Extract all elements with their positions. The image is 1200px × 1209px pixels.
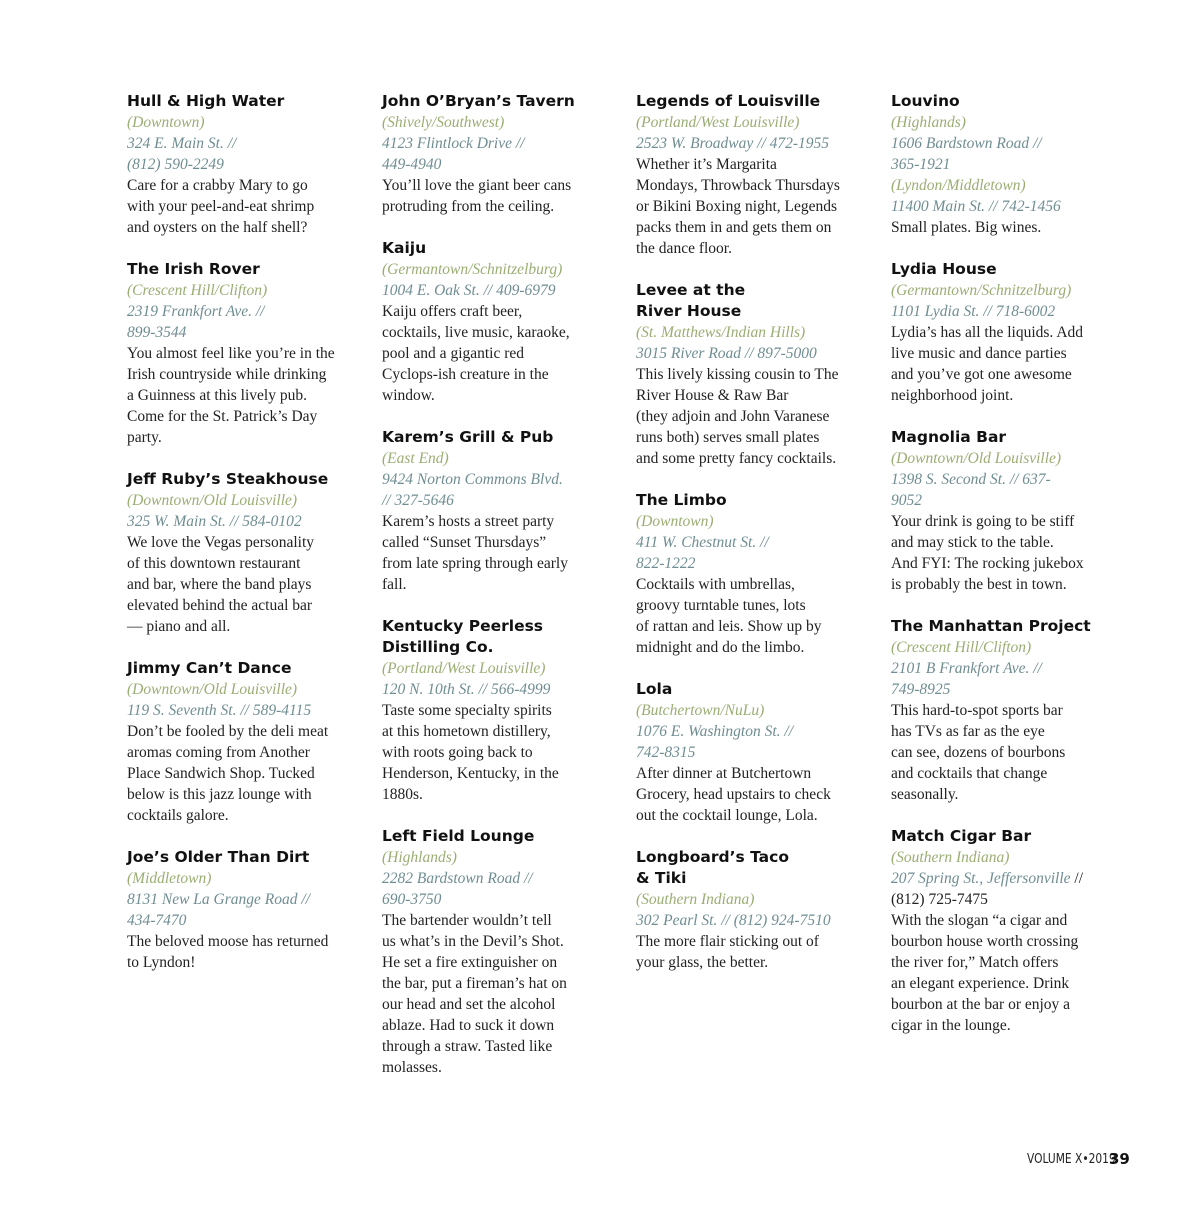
venue-neighborhood — [382, 112, 604, 133]
venue-description-line: is probably the best in town. — [891, 576, 1067, 593]
venue-address-text: 207 Spring St., Jeffersonville — [891, 870, 1071, 887]
venue-name-line: Joe’s Older Than Dirt — [127, 848, 310, 866]
venue-neighborhood-line: (Portland/West Louisville) — [382, 660, 546, 677]
venue-name — [636, 679, 858, 700]
bar-listing — [891, 91, 1113, 238]
venue-address — [891, 469, 1113, 511]
venue-description-line: Kaiju offers craft beer, — [382, 303, 523, 320]
venue-description-line: Karem’s hosts a street party — [382, 513, 555, 530]
venue-name-line: Jeff Ruby’s Steakhouse — [127, 470, 329, 488]
venue-name-line: Karem’s Grill & Pub — [382, 428, 554, 446]
venue-description-line: (812) 725-7475 — [891, 891, 988, 908]
venue-description-line: party. — [127, 429, 162, 446]
venue-neighborhood — [127, 280, 349, 301]
venue-neighborhood-line: (Crescent Hill/Clifton) — [127, 282, 268, 299]
venue-description-line: You’ll love the giant beer cans — [382, 177, 572, 194]
venue-description-line: Irish countryside while drinking — [127, 366, 327, 383]
venue-neighborhood — [382, 847, 604, 868]
venue-description-line: the river for,” Match offers — [891, 954, 1059, 971]
venue-address-second — [891, 196, 1113, 217]
venue-description-line: fall. — [382, 576, 407, 593]
venue-description-line: can see, dozens of bourbons — [891, 744, 1066, 761]
venue-name — [891, 427, 1113, 448]
venue-description — [127, 343, 349, 448]
venue-description-line: elevated behind the actual bar — [127, 597, 313, 614]
venue-address-line: 9424 Norton Commons Blvd. — [382, 471, 563, 488]
listing-column-1 — [127, 91, 349, 994]
venue-neighborhood-second-line: (Lyndon/Middletown) — [891, 177, 1026, 194]
venue-description-line: pool and a gigantic red — [382, 345, 525, 362]
venue-address-line: 822-1222 — [636, 555, 696, 572]
venue-description-line: and you’ve got one awesome — [891, 366, 1072, 383]
venue-description-line: and cocktails that change — [891, 765, 1048, 782]
listing-column-2 — [382, 91, 604, 1099]
venue-description-line: and some pretty fancy cocktails. — [636, 450, 837, 467]
bar-listing — [636, 679, 858, 826]
bar-listing — [382, 826, 604, 1078]
venue-name-line: Kaiju — [382, 239, 427, 257]
venue-description-line: bourbon house worth crossing — [891, 933, 1079, 950]
venue-address-line: (812) 590-2249 — [127, 156, 224, 173]
venue-description-line: or Bikini Boxing night, Legends — [636, 198, 838, 215]
venue-description-line: protruding from the ceiling. — [382, 198, 555, 215]
venue-description-line: live music and dance parties — [891, 345, 1067, 362]
venue-neighborhood-line: (Downtown) — [127, 114, 205, 131]
venue-address-line: 449-4940 — [382, 156, 442, 173]
venue-description-line: groovy turntable tunes, lots — [636, 597, 806, 614]
bar-listing — [382, 616, 604, 805]
venue-description-line: Grocery, head upstairs to check — [636, 786, 831, 803]
venue-description-line: — piano and all. — [127, 618, 231, 635]
bar-listing — [127, 658, 349, 826]
venue-description-line: Your drink is going to be stiff — [891, 513, 1075, 530]
venue-address — [382, 679, 604, 700]
venue-description-line: your glass, the better. — [636, 954, 769, 971]
venue-address-line: 411 W. Chestnut St. // — [636, 534, 769, 551]
venue-name — [382, 91, 604, 112]
venue-neighborhood — [636, 112, 858, 133]
bar-listing — [636, 490, 858, 658]
venue-description — [382, 301, 604, 406]
venue-address-line: 899-3544 — [127, 324, 187, 341]
venue-description-line: cigar in the lounge. — [891, 1017, 1011, 1034]
venue-neighborhood — [382, 259, 604, 280]
bar-listing — [891, 616, 1113, 805]
venue-description — [891, 217, 1113, 238]
bar-listing — [636, 280, 858, 469]
bar-listing — [127, 847, 349, 973]
bar-listing — [891, 427, 1113, 595]
venue-name — [127, 91, 349, 112]
venue-description — [891, 700, 1113, 805]
venue-neighborhood — [891, 448, 1113, 469]
venue-address-line: 690-3750 — [382, 891, 442, 908]
venue-description — [382, 700, 604, 805]
venue-address — [382, 868, 604, 910]
venue-address-line: 3015 River Road // 897-5000 — [636, 345, 817, 362]
venue-name — [382, 427, 604, 448]
venue-description-line: window. — [382, 387, 435, 404]
venue-address — [636, 721, 858, 763]
venue-address — [891, 133, 1113, 175]
venue-address — [382, 280, 604, 301]
venue-neighborhood-line: (Downtown/Old Louisville) — [891, 450, 1062, 467]
venue-neighborhood — [636, 511, 858, 532]
venue-name-line: Lola — [636, 680, 673, 698]
venue-name — [127, 847, 349, 868]
venue-description-line: 1880s. — [382, 786, 423, 803]
venue-address-line: 8131 New La Grange Road // — [127, 891, 310, 908]
venue-description-line: an elegant experience. Drink — [891, 975, 1070, 992]
venue-neighborhood-line: (Germantown/Schnitzelburg) — [382, 261, 563, 278]
venue-name-line: Left Field Lounge — [382, 827, 535, 845]
venue-neighborhood — [636, 889, 858, 910]
venue-description-line: us what’s in the Devil’s Shot. — [382, 933, 564, 950]
venue-description-line: and bar, where the band plays — [127, 576, 312, 593]
venue-name-line: Kentucky Peerless — [382, 617, 544, 635]
venue-description-line: Care for a crabby Mary to go — [127, 177, 308, 194]
venue-description — [382, 910, 604, 1078]
venue-description — [382, 511, 604, 595]
venue-description-line: cocktails galore. — [127, 807, 229, 824]
venue-neighborhood-line: (Highlands) — [382, 849, 457, 866]
venue-neighborhood-line: (St. Matthews/Indian Hills) — [636, 324, 806, 341]
venue-address-line: 302 Pearl St. // (812) 924-7510 — [636, 912, 831, 929]
venue-description — [636, 763, 858, 826]
venue-description-line: With the slogan “a cigar and — [891, 912, 1068, 929]
venue-neighborhood — [127, 868, 349, 889]
venue-address-line: 325 W. Main St. // 584-0102 — [127, 513, 302, 530]
venue-description-line: The more flair sticking out of — [636, 933, 819, 950]
venue-description-line: He set a fire extinguisher on — [382, 954, 558, 971]
venue-description-line: aromas coming from Another — [127, 744, 310, 761]
bar-listing — [382, 238, 604, 406]
venue-address — [382, 469, 604, 511]
venue-description-line: Come for the St. Patrick’s Day — [127, 408, 318, 425]
venue-description-line: from late spring through early — [382, 555, 568, 572]
venue-address-line: 120 N. 10th St. // 566-4999 — [382, 681, 551, 698]
listing-column-4 — [891, 91, 1113, 1057]
venue-neighborhood — [636, 700, 858, 721]
venue-description-line: runs both) serves small plates — [636, 429, 820, 446]
venue-name — [891, 616, 1113, 637]
venue-description — [127, 721, 349, 826]
venue-description-line: the dance floor. — [636, 240, 732, 257]
venue-neighborhood-line: (East End) — [382, 450, 449, 467]
venue-neighborhood — [127, 679, 349, 700]
volume-label: VOLUME X•2019 — [1027, 1152, 1116, 1167]
venue-address-line: 2523 W. Broadway // 472-1955 — [636, 135, 830, 152]
venue-description-line: Taste some specialty spirits — [382, 702, 552, 719]
page-number: 39 — [1109, 1150, 1130, 1168]
venue-address — [636, 532, 858, 574]
venue-address — [891, 301, 1113, 322]
venue-address-line: 2101 B Frankfort Ave. // — [891, 660, 1042, 677]
venue-neighborhood — [382, 448, 604, 469]
venue-description — [636, 364, 858, 469]
venue-address-line: 365-1921 — [891, 156, 951, 173]
venue-description-line: out the cocktail lounge, Lola. — [636, 807, 818, 824]
venue-description-line: of rattan and leis. Show up by — [636, 618, 822, 635]
venue-address-line: 1606 Bardstown Road // — [891, 135, 1042, 152]
venue-description-line: You almost feel like you’re in the — [127, 345, 335, 362]
venue-neighborhood — [382, 658, 604, 679]
venue-description-line: the bar, put a fireman’s hat on — [382, 975, 567, 992]
page-footer — [1027, 1152, 1135, 1167]
venue-name — [636, 847, 858, 889]
venue-description-line: below is this jazz lounge with — [127, 786, 312, 803]
venue-neighborhood-line: (Crescent Hill/Clifton) — [891, 639, 1032, 656]
venue-description-line: Small plates. Big wines. — [891, 219, 1042, 236]
venue-address-line: 1004 E. Oak St. // 409-6979 — [382, 282, 556, 299]
venue-name — [127, 469, 349, 490]
venue-address-line: 2319 Frankfort Ave. // — [127, 303, 265, 320]
venue-name-line: Legends of Louisville — [636, 92, 821, 110]
venue-name — [382, 616, 604, 658]
venue-description-line: packs them in and gets them on — [636, 219, 832, 236]
venue-name — [891, 91, 1113, 112]
venue-address-line: 1398 S. Second St. // 637- — [891, 471, 1051, 488]
venue-neighborhood-second — [891, 175, 1113, 196]
venue-neighborhood-line: (Butchertown/NuLu) — [636, 702, 765, 719]
venue-address-line: // 327-5646 — [382, 492, 454, 509]
venue-description-line: Lydia’s has all the liquids. Add — [891, 324, 1084, 341]
venue-neighborhood-line: (Southern Indiana) — [891, 849, 1010, 866]
venue-description-line: Cyclops-ish creature in the — [382, 366, 549, 383]
venue-name — [891, 259, 1113, 280]
venue-description-line: bourbon at the bar or enjoy a — [891, 996, 1071, 1013]
venue-description-line: with your peel-and-eat shrimp — [127, 198, 315, 215]
venue-description-line: has TVs as far as the eye — [891, 723, 1045, 740]
venue-name-line: River House — [636, 302, 742, 320]
venue-address-line: 9052 — [891, 492, 922, 509]
venue-description — [891, 889, 1113, 1036]
venue-address-line: 4123 Flintlock Drive // — [382, 135, 525, 152]
venue-name-line: Lydia House — [891, 260, 997, 278]
venue-description — [891, 511, 1113, 595]
venue-description-line: After dinner at Butchertown — [636, 765, 812, 782]
venue-description-line: through a straw. Tasted like — [382, 1038, 553, 1055]
venue-name-line: Jimmy Can’t Dance — [127, 659, 292, 677]
venue-name — [891, 826, 1113, 847]
venue-address-line: 2282 Bardstown Road // — [382, 870, 533, 887]
venue-description — [636, 574, 858, 658]
venue-address — [636, 133, 858, 154]
venue-description-line: of this downtown restaurant — [127, 555, 301, 572]
venue-address-line: 749-8925 — [891, 681, 951, 698]
venue-name-line: The Irish Rover — [127, 260, 260, 278]
venue-description-line: a Guinness at this lively pub. — [127, 387, 307, 404]
bar-listing — [636, 91, 858, 259]
venue-description-line: We love the Vegas personality — [127, 534, 314, 551]
venue-description-line: midnight and do the limbo. — [636, 639, 805, 656]
listing-column-3 — [636, 91, 858, 994]
venue-description-line: The beloved moose has returned — [127, 933, 329, 950]
venue-address-line: 434-7470 — [127, 912, 187, 929]
venue-neighborhood — [127, 490, 349, 511]
venue-name — [127, 259, 349, 280]
venue-description — [127, 532, 349, 637]
venue-description — [127, 175, 349, 238]
venue-name-line: The Manhattan Project — [891, 617, 1091, 635]
venue-description-line: our head and set the alcohol — [382, 996, 556, 1013]
venue-name — [382, 238, 604, 259]
venue-neighborhood-line: (Southern Indiana) — [636, 891, 755, 908]
venue-address — [127, 301, 349, 343]
venue-description-line: called “Sunset Thursdays” — [382, 534, 547, 551]
venue-description — [636, 931, 858, 973]
venue-address — [891, 658, 1113, 700]
venue-neighborhood-line: (Middletown) — [127, 870, 212, 887]
venue-address-line: 742-8315 — [636, 744, 696, 761]
bar-listing — [636, 847, 858, 973]
venue-address — [636, 910, 858, 931]
venue-name — [636, 280, 858, 322]
venue-name-line: Louvino — [891, 92, 960, 110]
venue-name-line: Hull & High Water — [127, 92, 285, 110]
venue-address — [891, 868, 1113, 889]
venue-description-line: neighborhood joint. — [891, 387, 1014, 404]
bar-listing — [382, 427, 604, 595]
venue-name — [382, 826, 604, 847]
venue-description-line: Place Sandwich Shop. Tucked — [127, 765, 315, 782]
venue-name — [636, 490, 858, 511]
venue-description-line: seasonally. — [891, 786, 959, 803]
venue-name-line: Levee at the — [636, 281, 746, 299]
venue-address — [127, 700, 349, 721]
venue-description-line: Henderson, Kentucky, in the — [382, 765, 559, 782]
venue-name-line: Match Cigar Bar — [891, 827, 1032, 845]
venue-description — [127, 931, 349, 973]
venue-name-line: The Limbo — [636, 491, 727, 509]
venue-description-line: with roots going back to — [382, 744, 533, 761]
venue-description-line: Don’t be fooled by the deli meat — [127, 723, 329, 740]
venue-description-line: molasses. — [382, 1059, 442, 1076]
venue-name-line: Longboard’s Taco — [636, 848, 789, 866]
venue-neighborhood — [891, 280, 1113, 301]
venue-neighborhood-line: (Shively/Southwest) — [382, 114, 505, 131]
venue-neighborhood — [891, 847, 1113, 868]
venue-neighborhood-line: (Downtown/Old Louisville) — [127, 492, 298, 509]
venue-name-line: Magnolia Bar — [891, 428, 1007, 446]
venue-address — [127, 511, 349, 532]
bar-listing — [127, 259, 349, 448]
venue-neighborhood — [891, 112, 1113, 133]
venue-neighborhood — [636, 322, 858, 343]
venue-neighborhood-line: (Downtown/Old Louisville) — [127, 681, 298, 698]
bar-listing — [127, 469, 349, 637]
venue-description-line: cocktails, live music, karaoke, — [382, 324, 570, 341]
venue-neighborhood — [127, 112, 349, 133]
venue-address — [127, 889, 349, 931]
address-separator: // — [1070, 870, 1084, 887]
venue-description-line: River House & Raw Bar — [636, 387, 789, 404]
venue-description-line: at this hometown distillery, — [382, 723, 551, 740]
venue-neighborhood — [891, 637, 1113, 658]
venue-name-line: & Tiki — [636, 869, 687, 887]
venue-description-line: And FYI: The rocking jukebox — [891, 555, 1084, 572]
bar-listing — [382, 91, 604, 217]
venue-address — [382, 133, 604, 175]
venue-description-line: (they adjoin and John Varanese — [636, 408, 830, 425]
venue-description-line: Mondays, Throwback Thursdays — [636, 177, 840, 194]
venue-address — [127, 133, 349, 175]
venue-address-line: 1076 E. Washington St. // — [636, 723, 794, 740]
venue-description-line: Cocktails with umbrellas, — [636, 576, 795, 593]
bar-listing — [891, 826, 1113, 1036]
venue-neighborhood-line: (Downtown) — [636, 513, 714, 530]
venue-name — [127, 658, 349, 679]
venue-description-line: The bartender wouldn’t tell — [382, 912, 552, 929]
venue-description-line: ablaze. Had to suck it down — [382, 1017, 555, 1034]
venue-description — [636, 154, 858, 259]
venue-description-line: and may stick to the table. — [891, 534, 1054, 551]
venue-description-line: This lively kissing cousin to The — [636, 366, 839, 383]
venue-address-second-line: 11400 Main St. // 742-1456 — [891, 198, 1061, 215]
venue-address-line: 1101 Lydia St. // 718-6002 — [891, 303, 1056, 320]
bar-listing — [891, 259, 1113, 406]
bar-listing — [127, 91, 349, 238]
venue-address — [636, 343, 858, 364]
venue-description — [891, 322, 1113, 406]
venue-description-line: and oysters on the half shell? — [127, 219, 308, 236]
venue-name-line: John O’Bryan’s Tavern — [382, 92, 575, 110]
venue-neighborhood-line: (Highlands) — [891, 114, 966, 131]
venue-name — [636, 91, 858, 112]
venue-description-line: This hard-to-spot sports bar — [891, 702, 1063, 719]
venue-description — [382, 175, 604, 217]
venue-name-line: Distilling Co. — [382, 638, 494, 656]
venue-neighborhood-line: (Germantown/Schnitzelburg) — [891, 282, 1072, 299]
venue-neighborhood-line: (Portland/West Louisville) — [636, 114, 800, 131]
venue-description-line: Whether it’s Margarita — [636, 156, 777, 173]
venue-address-line — [891, 868, 1113, 889]
venue-address-line: 119 S. Seventh St. // 589-4115 — [127, 702, 312, 719]
venue-address-line: 324 E. Main St. // — [127, 135, 237, 152]
venue-description-line: to Lyndon! — [127, 954, 196, 971]
